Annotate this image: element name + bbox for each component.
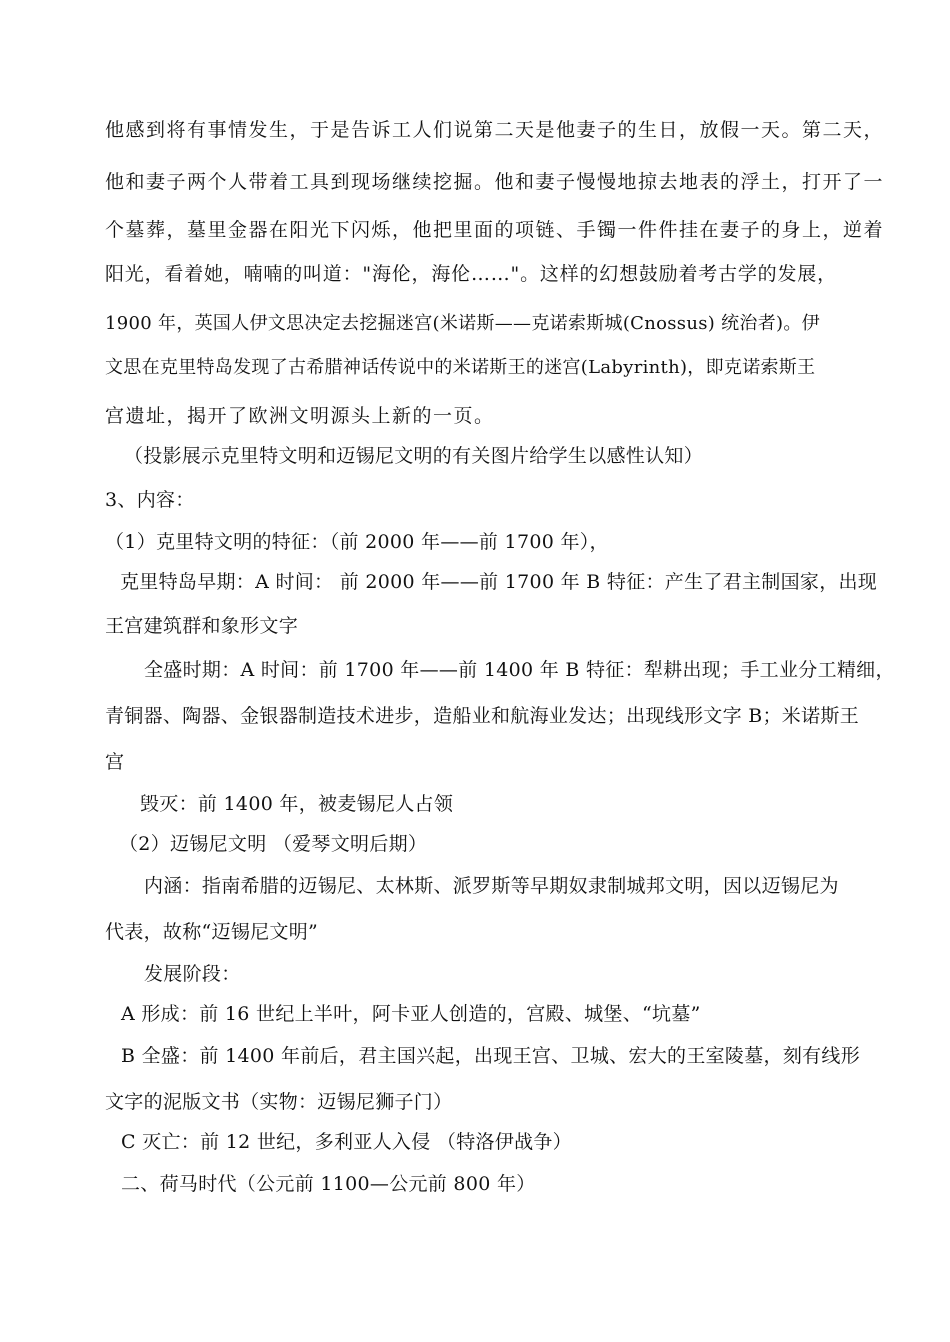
paragraph-line: 宫	[105, 751, 125, 773]
paragraph-line: C 灭亡：前 12 世纪，多利亚人入侵 （特洛伊战争）	[121, 1131, 572, 1153]
paragraph-line: 他和妻子两个人带着工具到现场继续挖掘。他和妻子慢慢地掠去地表的浮土，打开了一	[105, 171, 885, 193]
projection-note: （投影展示克里特文明和迈锡尼文明的有关图片给学生以感性认知）	[124, 445, 704, 467]
paragraph-line: A 形成：前 16 世纪上半叶，阿卡亚人创造的，宫殿、城堡、“坑墓”	[121, 1003, 701, 1025]
paragraph-line: 代表，故称“迈锡尼文明”	[105, 921, 319, 943]
paragraph-line: 他感到将有事情发生，于是告诉工人们说第二天是他妻子的生日，放假一天。第二天，	[105, 119, 885, 141]
paragraph-line: 毁灭：前 1400 年，被麦锡尼人占领	[140, 793, 454, 815]
paragraph-line: 内涵：指南希腊的迈锡尼、太林斯、派罗斯等早期奴隶制城邦文明，因以迈锡尼为	[144, 875, 839, 897]
paragraph-line: 文字的泥版文书（实物：迈锡尼狮子门）	[105, 1091, 453, 1113]
paragraph-line: 克里特岛早期：A 时间： 前 2000 年——前 1700 年 B 特征：产生了君主制国家，出现	[120, 571, 878, 593]
paragraph-line: 宫遗址，揭开了欧洲文明源头上新的一页。	[105, 405, 495, 427]
paragraph-line: 1900 年，英国人伊文思决定去挖掘迷宫(米诺斯——克诺索斯城(Cnossus) 统治者)。伊	[105, 313, 820, 334]
paragraph-line: B 全盛：前 1400 年前后，君主国兴起，出现王宫、卫城、宏大的王室陵墓，刻有线形	[121, 1045, 861, 1067]
paragraph-line: 王宫建筑群和象形文字	[105, 615, 299, 637]
section-heading: 二、荷马时代（公元前 1100—公元前 800 年）	[121, 1173, 536, 1195]
paragraph-line: 全盛时期：A 时间：前 1700 年——前 1400 年 B 特征：犁耕出现；手工业分工精细，	[144, 659, 895, 681]
paragraph-line: 个墓葬，墓里金器在阳光下闪烁，他把里面的项链、手镯一件件挂在妻子的身上，逆着	[105, 219, 885, 241]
section-heading: 3、内容：	[105, 489, 195, 511]
paragraph-line: 青铜器、陶器、金银器制造技术进步，造船业和航海业发达；出现线形文字 B；米诺斯王	[105, 705, 860, 727]
paragraph-line: 发展阶段：	[144, 963, 241, 985]
subsection-heading: （1）克里特文明的特征：（前 2000 年——前 1700 年），	[105, 531, 609, 553]
paragraph-line: 文思在克里特岛发现了古希腊神话传说中的米诺斯王的迷宫(Labyrinth)，即克诺索斯王	[105, 357, 816, 378]
paragraph-line: 阳光，看着她，喃喃的叫道："海伦，海伦……"。这样的幻想鼓励着考古学的发展，	[105, 263, 837, 285]
subsection-heading: （2）迈锡尼文明 （爱琴文明后期）	[119, 833, 428, 855]
